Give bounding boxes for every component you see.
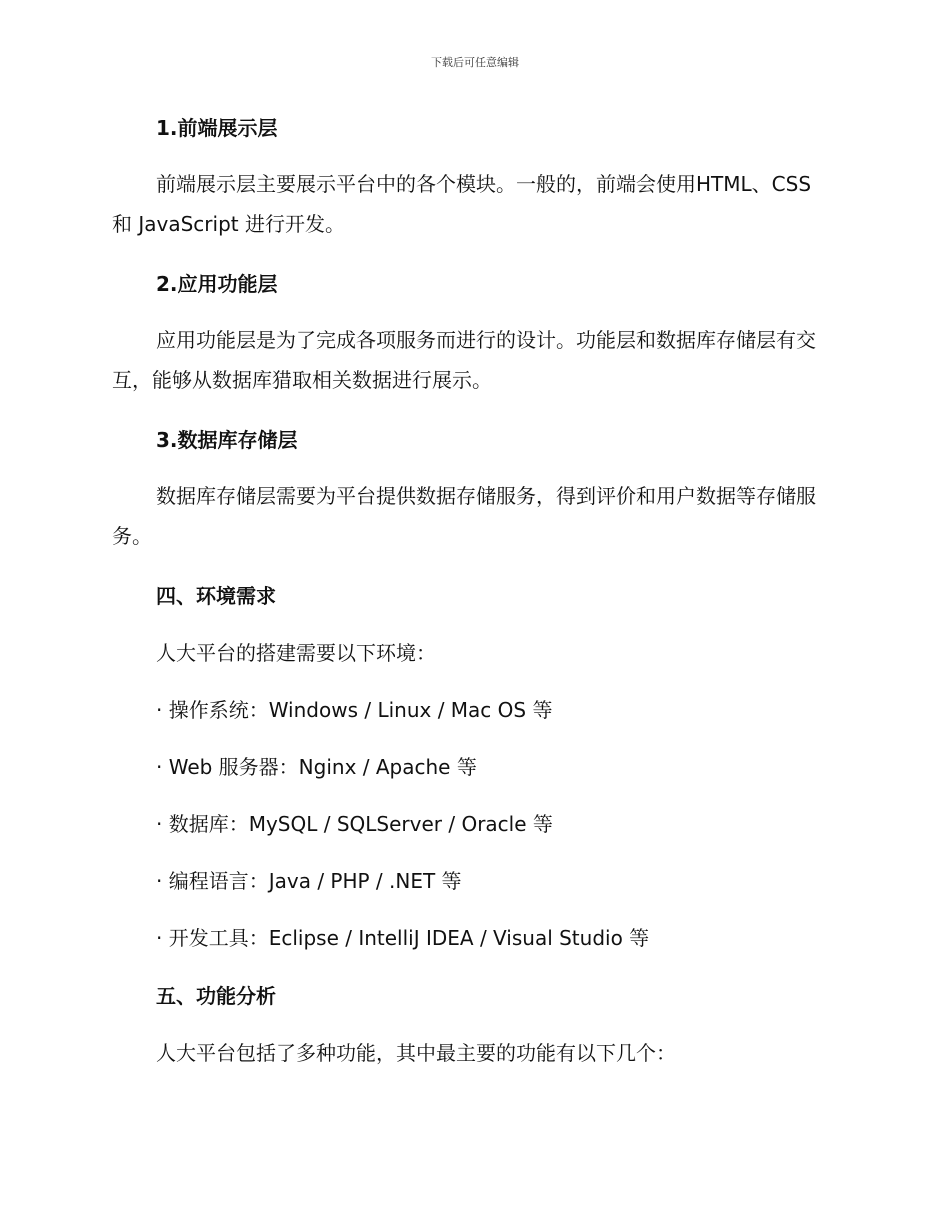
paragraph-app: 应用功能层是为了完成各项服务而进行的设计。功能层和数据库存储层有交互，能够从数据库猎取相关数据进行展示。 <box>112 328 816 392</box>
env-item-tools: · 开发工具：Eclipse / IntelliJ IDEA / Visual Studio 等 <box>156 926 650 950</box>
section-heading-env: 四、环境需求 <box>156 584 276 608</box>
env-intro: 人大平台的搭建需要以下环境： <box>156 641 436 665</box>
env-item-language: · 编程语言：Java / PHP / .NET 等 <box>156 869 462 893</box>
env-item-web-server: · Web 服务器：Nginx / Apache 等 <box>156 755 477 779</box>
section-heading-func: 五、功能分析 <box>156 984 276 1008</box>
page-header: 下载后可任意编辑 <box>431 56 519 69</box>
func-intro: 人大平台包括了多种功能，其中最主要的功能有以下几个： <box>156 1041 676 1065</box>
env-item-os: · 操作系统：Windows / Linux / Mac OS 等 <box>156 698 553 722</box>
section-heading-frontend: 1.前端展示层 <box>156 116 278 140</box>
env-item-database: · 数据库：MySQL / SQLServer / Oracle 等 <box>156 812 553 836</box>
paragraph-db: 数据库存储层需要为平台提供数据存储服务，得到评价和用户数据等存储服务。 <box>112 484 816 548</box>
section-heading-db: 3.数据库存储层 <box>156 428 298 452</box>
section-heading-app: 2.应用功能层 <box>156 272 278 296</box>
document-body <box>112 110 832 1071</box>
paragraph-frontend: 前端展示层主要展示平台中的各个模块。一般的，前端会使用HTML、CSS 和 JavaScript 进行开发。 <box>112 172 812 236</box>
